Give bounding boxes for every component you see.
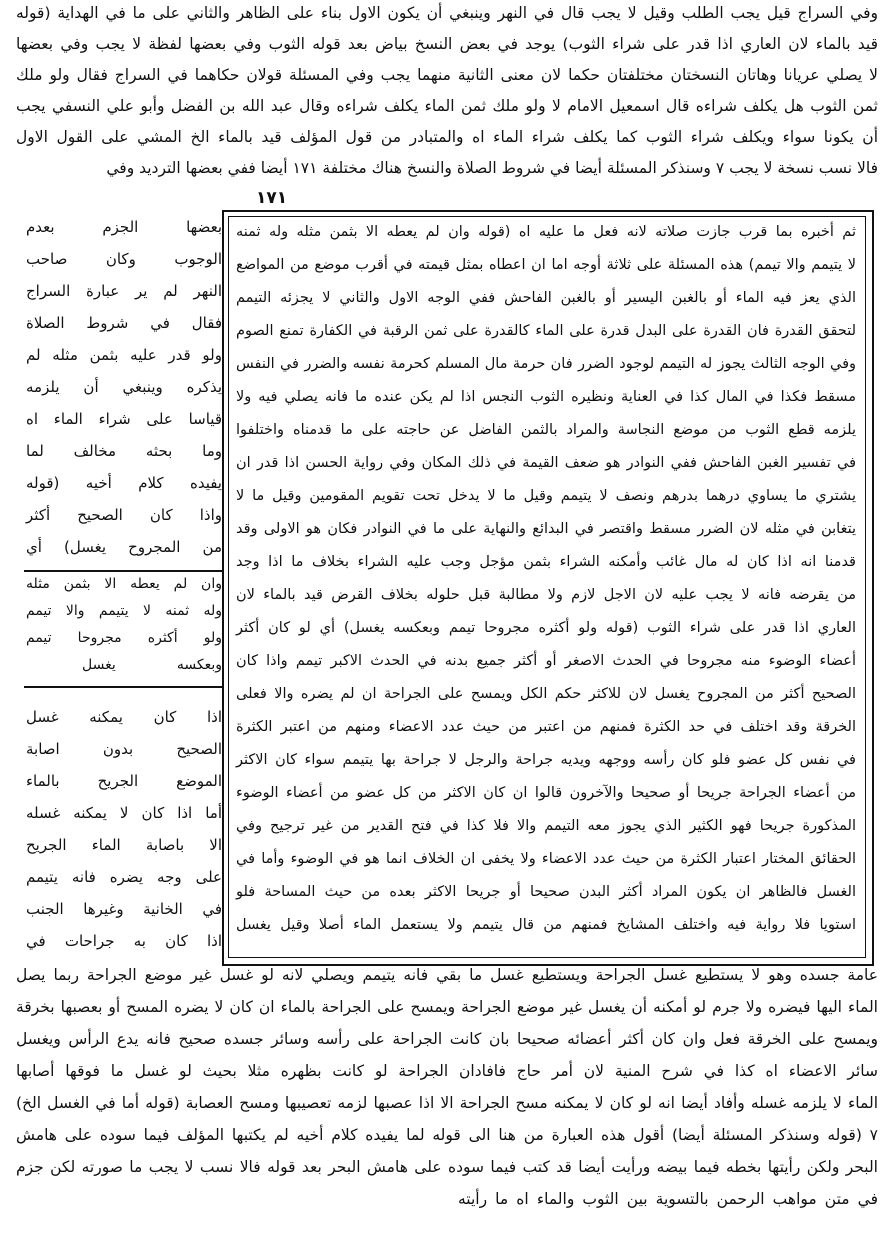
text-line: مسقط فكذا في المال كذا في العناية ونظيره الثوب النجس اذا لم يكن عنده ما فانه يصلي فيه ولا xyxy=(236,389,856,405)
text-line: اذا كان يمكنه غسل xyxy=(26,708,222,726)
text-line: لتحقق القدرة فان القدرة على البدل قدرة على الماء كالقدرة على ثمن الرقبة في الكفارة تمنع الصوم xyxy=(236,323,856,339)
text-line: وما بحثه مخالف لما xyxy=(26,442,222,460)
text-line: النهر لم ير عبارة السراج xyxy=(26,282,222,300)
text-line: ثم أخبره بما قرب جازت صلاته لانه فعل ما عليه اه (قوله وان لم يعطه الا بثمن مثله وله ثمنه xyxy=(236,224,856,240)
text-line: لا يصلي عريانا وهاتان النسختان مختلفتان حكما لان معنى الثانية منهما يجب وفي المسئلة قولان حكاهما في السراج فقال ولو ملك xyxy=(16,66,878,84)
text-line: الحقائق المختار اعتبار الكثرة من حيث عدد الاعضاء ولا يخفى ان الخلاف انما هو في الوضوء وأما في xyxy=(236,851,856,867)
text-line: يلزمه قطع الثوب من موضع النجاسة والمراد بالثمن الفاضل عن حاجته على ما قدمناه واختلفوا xyxy=(236,422,856,438)
text-line: الصحيح أكثر من المجروح يغسل لان للاكثر حكم الكل ويمسح على الجراحة ان لم يضره والا فعلى xyxy=(236,686,856,702)
text-line: أعضاء الوضوء منه مجروحا في الحدث الاصغر أو أكثر جميع بدنه في الحدث الاكبر تيمم واذا كان xyxy=(236,653,856,669)
text-line: وله ثمنه لا يتيمم والا تيمم xyxy=(26,603,222,619)
divider xyxy=(24,686,224,688)
text-line: من يقرضه فانه لا يجب عليه لان الاجل لازم ولا مطالبة قبل حلوله بخلاف القرض قيد بالماء لان xyxy=(236,587,856,603)
text-line: وبعكسه يغسل xyxy=(82,657,222,673)
text-line: الذي يعز فيه الماء أو بالغبن اليسير أو بالغبن الفاحش ففي الوجه الاول والثاني لا يجزئه التيمم xyxy=(236,290,856,306)
text-line: الموضع الجريح بالماء xyxy=(26,772,222,790)
text-line: في تفسير الغبن الفاحش ففي النوادر هو ضعف القيمة في ذلك المكان وفي رواية الحسن اذا قدر ان xyxy=(236,455,856,471)
text-line: لا يتيمم والا تيمم) هذه المسئلة على ثلاثة أوجه اما ان اعطاه بمثل قيمته في أقرب موضع من المواضع xyxy=(236,257,856,273)
text-line: وان لم يعطه الا بثمن مثله xyxy=(26,576,222,592)
text-line: عامة جسده وهو لا يستطيع غسل الجراحة ويستطيع غسل ما بقي فانه يتيمم ويصلي لانه لو غسل غير موضع الجراحة ربما يصل xyxy=(16,966,878,984)
text-line: يفيده كلام أخيه (قوله xyxy=(26,474,222,492)
text-line: الصحيح بدون اصابة xyxy=(26,740,222,758)
divider xyxy=(24,570,224,572)
text-line: وفي الوجه الثالث يجوز له التيمم لوجود الضرر فان حرمة مال المسلم كحرمة نفسه والضرر في النفس xyxy=(236,356,856,372)
text-line: قياسا على شراء الماء اه xyxy=(26,410,222,428)
text-line: الماء اليها فيضره ولا جرم لو أمكنه أن يغسل غير موضع الجراحة ويمسح على الجراحة بالماء ان كان لا يضره المسح أو بعصبها بخرقة xyxy=(16,998,878,1016)
text-line: فقال في شروط الصلاة xyxy=(26,314,222,332)
text-line: استويا فلا رواية فيه واختلف المشايخ فمنهم من قال يتيمم ولا يستعمل الماء أصلا وقيل يغسل xyxy=(236,917,856,933)
page-number: ١٧١ xyxy=(256,188,288,208)
text-line: على وجه يضره فانه يتيمم xyxy=(26,868,222,886)
text-line: ويمسح على الخرقة فعل وان كان أكثر أعضائه صحيحا بان كانت الجراحة على رأسه وسائر جسده صحيح فانه يدع الرأس ويغسل xyxy=(16,1030,878,1048)
text-line: ولو أكثره مجروحا تيمم xyxy=(26,630,222,646)
text-line: في الخانية وغيرها الجنب xyxy=(26,900,222,918)
text-line: بعضها الجزم بعدم xyxy=(26,218,222,236)
text-line: ثمن الثوب هل يكلف شراءه قال اسمعيل الامام لا ولو ملك ثمن الماء يكلف شراءه وقال عبد الله بن الفضل وأبو علي النسفي يجب xyxy=(16,97,878,115)
text-line: الوجوب وكان صاحب xyxy=(26,250,222,268)
text-line: في متن مواهب الرحمن بالتسوية بين الثوب والماء اه ما رأيته xyxy=(458,1190,878,1208)
text-line: واذا كان الصحيح أكثر xyxy=(26,506,222,524)
text-line: اذا كان به جراحات في xyxy=(26,932,222,950)
text-line: من أعضاء الجراحة جريحا أو صحيحا والآخرون قالوا ان كان الاكثر من كل عضو من أعضاء الوضوء xyxy=(236,785,856,801)
text-line: سائر الاعضاء اه كذا في شرح المنية لان أمر حاج فافادان الجراحة لو كانت بظهره مثلا بحيث لو غسل ما فوقها أصابها xyxy=(16,1062,878,1080)
text-line: العاري اذا قدر على شراء الثوب (قوله ولو أكثره مجروحا تيمم وبعكسه يغسل) أي لو كان أكثر xyxy=(236,620,856,636)
text-line: الماء لا يلزمه غسله وأفاد أيضا انه لو كان لا يمكنه مسح الجراحة الا اذا عصبها لزمه تعصيبها ومسح العصابة (قوله أما في الغسل الخ) xyxy=(16,1094,878,1112)
text-line: من المجروح يغسل) أي xyxy=(26,538,222,556)
text-line: البحر ولكن رأيتها بخطه فيما بيضه ورأيت أيضا قد كتب فيما سوده على هامش البحر بعد قوله فالا نسب لا يجب ما صورته لكن جزم xyxy=(16,1158,878,1176)
text-line: في نفس كل عضو فلو كان رأسه ووجهه ويديه جراحة والرجل لا جراحة بها يتيمم سواء كان الاكثر xyxy=(236,752,856,768)
text-line: وفي السراج قيل يجب الطلب وقيل لا يجب قال في النهر وينبغي أن يكون الاول بناء على الظاهر والثاني على ما في الهداية (قوله xyxy=(16,4,878,22)
text-line: يتغابن في مثله لان الضرر مسقط واقتصر في البدائع والنهاية على ما في النوادر فكان هو الاولى وقد xyxy=(236,521,856,537)
text-line: فالا نسب نسخة لا يجب ٧ وسنذكر المسئلة أيضا في شروط الصلاة والنسخ هناك مختلفة ١٧١ أيضا ففي بعضها الترديد وفي xyxy=(106,159,878,177)
text-line: أن يكونا سواء ويكلف شراء الثوب كما يكلف شراء الماء اه والمتبادر من قول المؤلف قيد بالماء الخ المشي على القول الاول xyxy=(16,128,878,146)
text-line: الغسل فالظاهر ان يكون المراد أكثر البدن صحيحا أو جريحا الاكثر بعده من حيث المساحة فلو xyxy=(236,884,856,900)
text-line: أما اذا كان لا يمكنه غسله xyxy=(26,804,222,822)
text-line: يشتري ما يساوي درهما بدرهم ونصف لا يتيمم وقيل ما لا يدخل تحت تقويم المقومين وقيل ما لا xyxy=(236,488,856,504)
text-line: قدمنا انه اذا كان له مال غائب وأمكنه الشراء بثمن مؤجل وجب عليه الشراء بخلاف ما اذا وجد xyxy=(236,554,856,570)
text-line: يذكره وينبغي أن يلزمه xyxy=(26,378,222,396)
text-line: المذكورة جريحا فهو الكثير الذي يجوز معه التيمم والا فلا كذا في فتح القدير من غير ترجيح وفي xyxy=(236,818,856,834)
text-line: ولو قدر عليه بثمن مثله لم xyxy=(26,346,222,364)
text-line: الا باصابة الماء الجريح xyxy=(26,836,222,854)
text-line: الخرقة وقد اختلف في حد الكثرة فمنهم من اعتبر من حيث عدد الاعضاء ومنهم من اعتبر الكثرة xyxy=(236,719,856,735)
text-line: ٧ (قوله وسنذكر المسئلة أيضا) أقول هذه العبارة من هنا الى قوله لما يفيده كلام أخيه لم يكتبها المؤلف فيما سوده على هامش xyxy=(16,1126,878,1144)
text-line: قيد بالماء لان العاري اذا قدر على شراء الثوب) يوجد في بعض النسخ بياض بعد قوله الثوب وفي بعضها لفظة لا يجب وفي بعضها xyxy=(16,35,878,53)
